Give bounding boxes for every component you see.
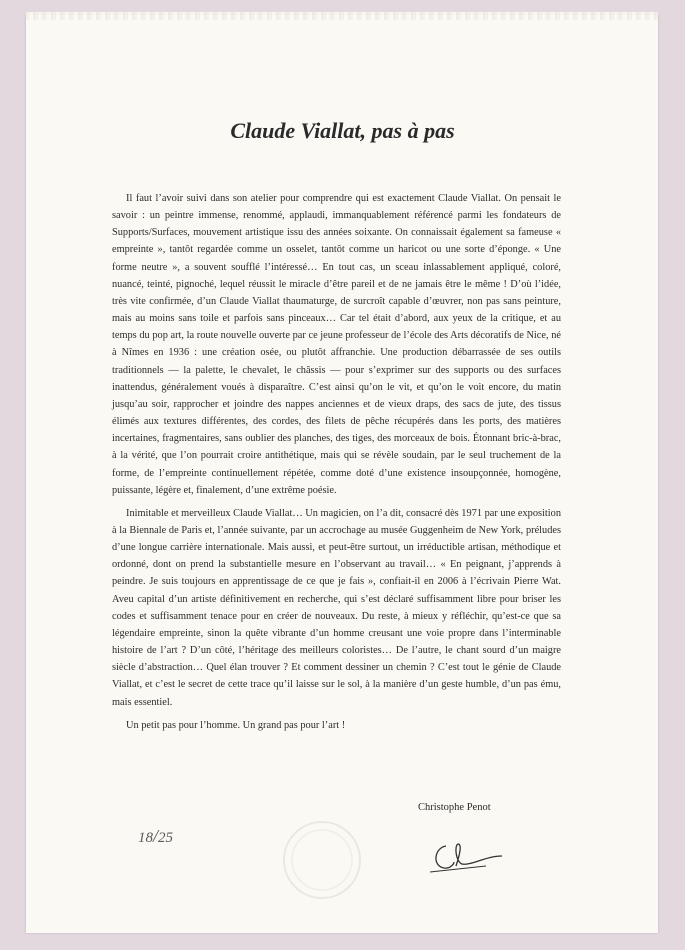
edition-slash: / (153, 826, 159, 846)
edition-number (138, 826, 173, 847)
paragraph-3: Un petit pas pour l’homme. Un grand pas pour l’art ! (126, 719, 346, 731)
edition-total: 25 (158, 830, 174, 846)
document-title: Claude Viallat, pas à pas (230, 118, 455, 143)
author-name: Christophe Penot (418, 802, 491, 813)
edition-copy: 18 (138, 830, 153, 846)
paragraph-2: Inimitable et merveilleux Claude Viallat… Un magicien, on l’a dit, consacré dès 1971 par une exposition à la Biennale de Paris et, l’année suivante, par un accrochage au musée Guggenheim de New York, préludes d’une longue carrière internationale. Mais aussi, et peut-être surtout, un irréductible artisan, méthodique et ordonné, dont on prend la substantielle mesure en l’observant au travail… « En peignant, j’apprends à peindre. Je suis toujours en apprentissage de ce que je fais », confiait-il en 2006 à l’écrivain Pierre Wat. Aveu capital d’un artiste définitivement en recherche, qui s’est déclaré suffisamment libre pour briser les codes et suffisamment tenace pour en créer de nouveaux. Du reste, à mieux y réfléchir, qu’est-ce que sa légendaire empreinte, sinon la quête vibrante d’un homme creusant une voie propre dans l’interminable histoire de l’art ? D’un côté, l’héritage des meilleurs coloristes… De l’autre, le chant sourd d’un maigre siècle d’abstraction… Quel élan trouver ? Et comment dessiner un chemin ? C’est tout le génie de Claude Viallat, et c’est le secret de cette trace qu’il laisse sur le sol, à la manière d’un geste humble, d’un pas ému, mais essentiel. (112, 507, 561, 708)
document-body (112, 190, 561, 734)
deckle-edge (26, 12, 658, 20)
paragraph-1: Il faut l’avoir suivi dans son atelier pour comprendre qui est exactement Claude Viallat. On pensait le savoir : un peintre immense, renommé, applaudi, immanquablement référencé parmi les fondateurs de Supports/Surfaces, mouvement artistique issu des années soixante. On connaissait également sa fameuse « empreinte », tantôt regardée comme un osselet, tantôt comme un haricot ou une sorte d’éponge. « Une forme neutre », a souvent soufflé l’intéressé… En tout cas, un sceau inlassablement appliqué, coloré, nuancé, teinté, pignoché, lequel réussit le miracle d’être pareil et de ne jamais être le même ! D’où l’idée, très vite confirmée, d’un Claude Viallat thaumaturge, de surcroît capable d’œuvrer, non pas sans peinture, mais au moins sans toile et parfois sans pinceaux… Car tel était d’abord, aux yeux de la critique, et au temps du pop art, la route nouvelle ouverte par ce jeune professeur de l’école des Arts décoratifs de Nice, né à Nîmes en 1936 : une création osée, ou plutôt affranchie. Une production débarrassée de ses outils traditionnels — la palette, le chevalet, le châssis — pour s’exprimer sur des supports ou des surfaces inattendus, généralement voués à disparaître. C’est ainsi qu’on le vit, et qu’on le voit encore, du matin jusqu’au soir, rapprocher et joindre des nappes anciennes et de vieux draps, des sacs de jute, des tissus élimés aux textures différentes, des cordes, des filets de pêche récupérés dans les ports, des matières incertaines, fragmentaires, sans oublier des planches, des tiges, des morceaux de bois. Étonnant bric-à-brac, à la vérité, que l’on pourrait croire antithétique, mais qui se révèle soudain, par le seul truchement de la forme, de l’empreinte continuellement répétée, comme doté d’une existence insoupçonnée, homogène, puissante, légère et, finalement, d’une extrême poésie. (112, 193, 561, 496)
handwritten-signature (426, 836, 506, 876)
blind-stamp-emboss (278, 816, 366, 904)
